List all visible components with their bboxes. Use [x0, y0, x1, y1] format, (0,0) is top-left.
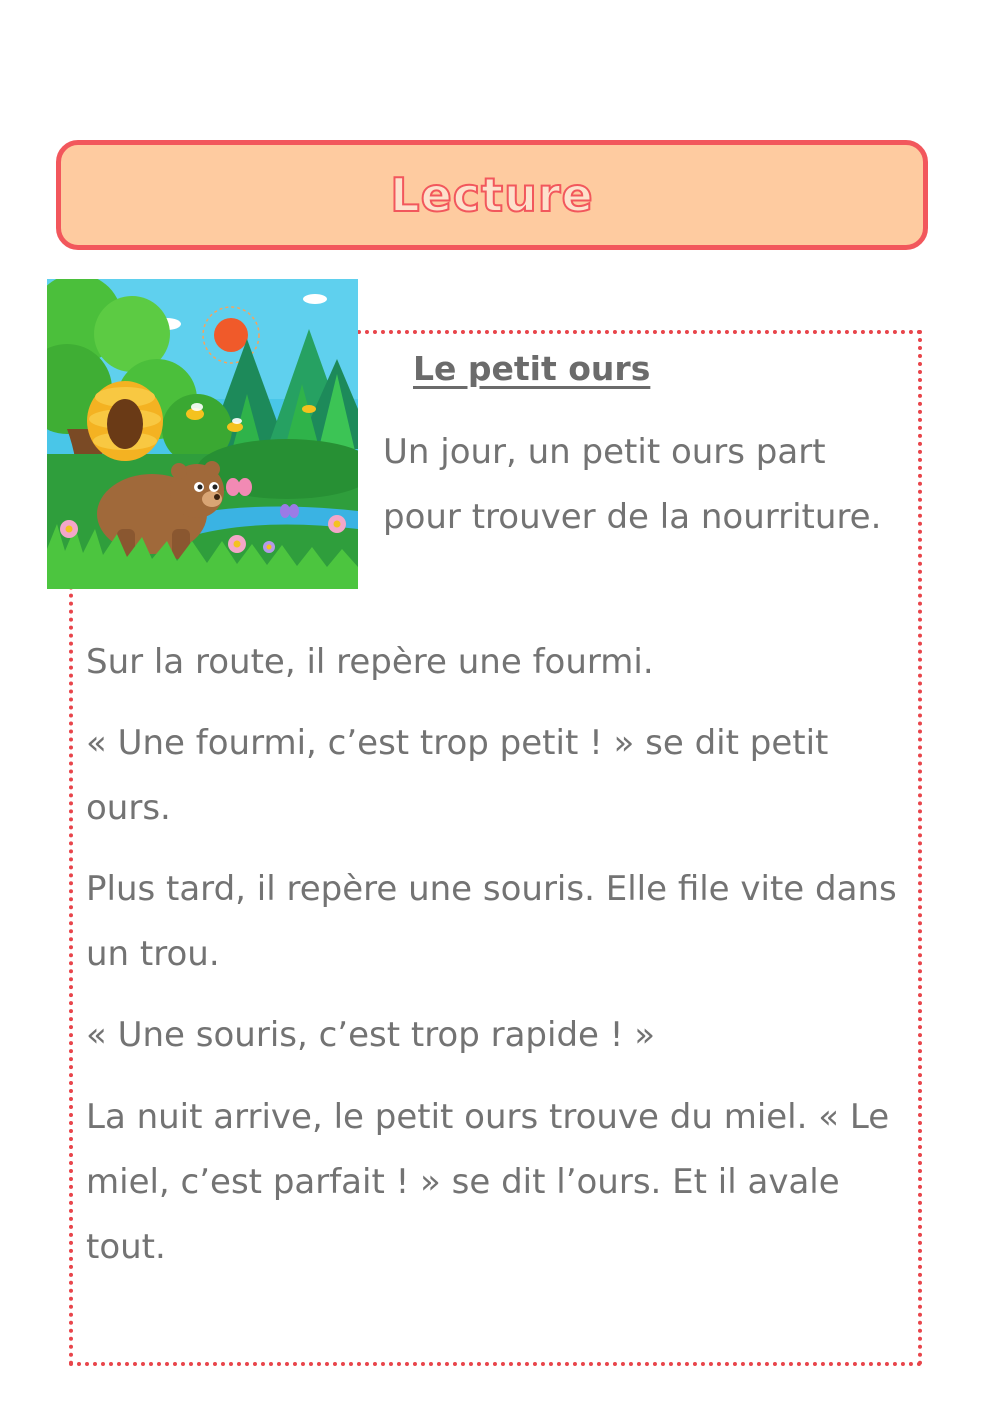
page-title: Lecture	[390, 168, 594, 222]
story-paragraph: « Une fourmi, c’est trop petit ! » se dit petit ours.	[86, 723, 829, 828]
sun-icon	[214, 318, 248, 352]
flower-icon	[60, 520, 78, 538]
story-paragraph: Plus tard, il repère une souris. Elle file vite dans un trou.	[86, 869, 897, 974]
story-paragraph: Un jour, un petit ours part pour trouver de la nourriture.	[383, 432, 882, 537]
story-paragraph: Sur la route, il repère une fourmi.	[86, 642, 654, 682]
bear-forest-illustration	[47, 279, 358, 589]
flower-icon	[228, 535, 246, 553]
flower-icon	[263, 541, 275, 553]
story-paragraph: La nuit arrive, le petit ours trouve du miel. « Le miel, c’est parfait ! » se dit l’ours. Et il avale tout.	[86, 1097, 890, 1267]
beehive-icon	[87, 381, 163, 461]
title-banner	[56, 140, 928, 250]
flower-icon	[328, 515, 346, 533]
story-title: Le petit ours	[413, 349, 651, 388]
story-paragraph: « Une souris, c’est trop rapide ! »	[86, 1015, 656, 1055]
bee-icon	[302, 405, 316, 413]
